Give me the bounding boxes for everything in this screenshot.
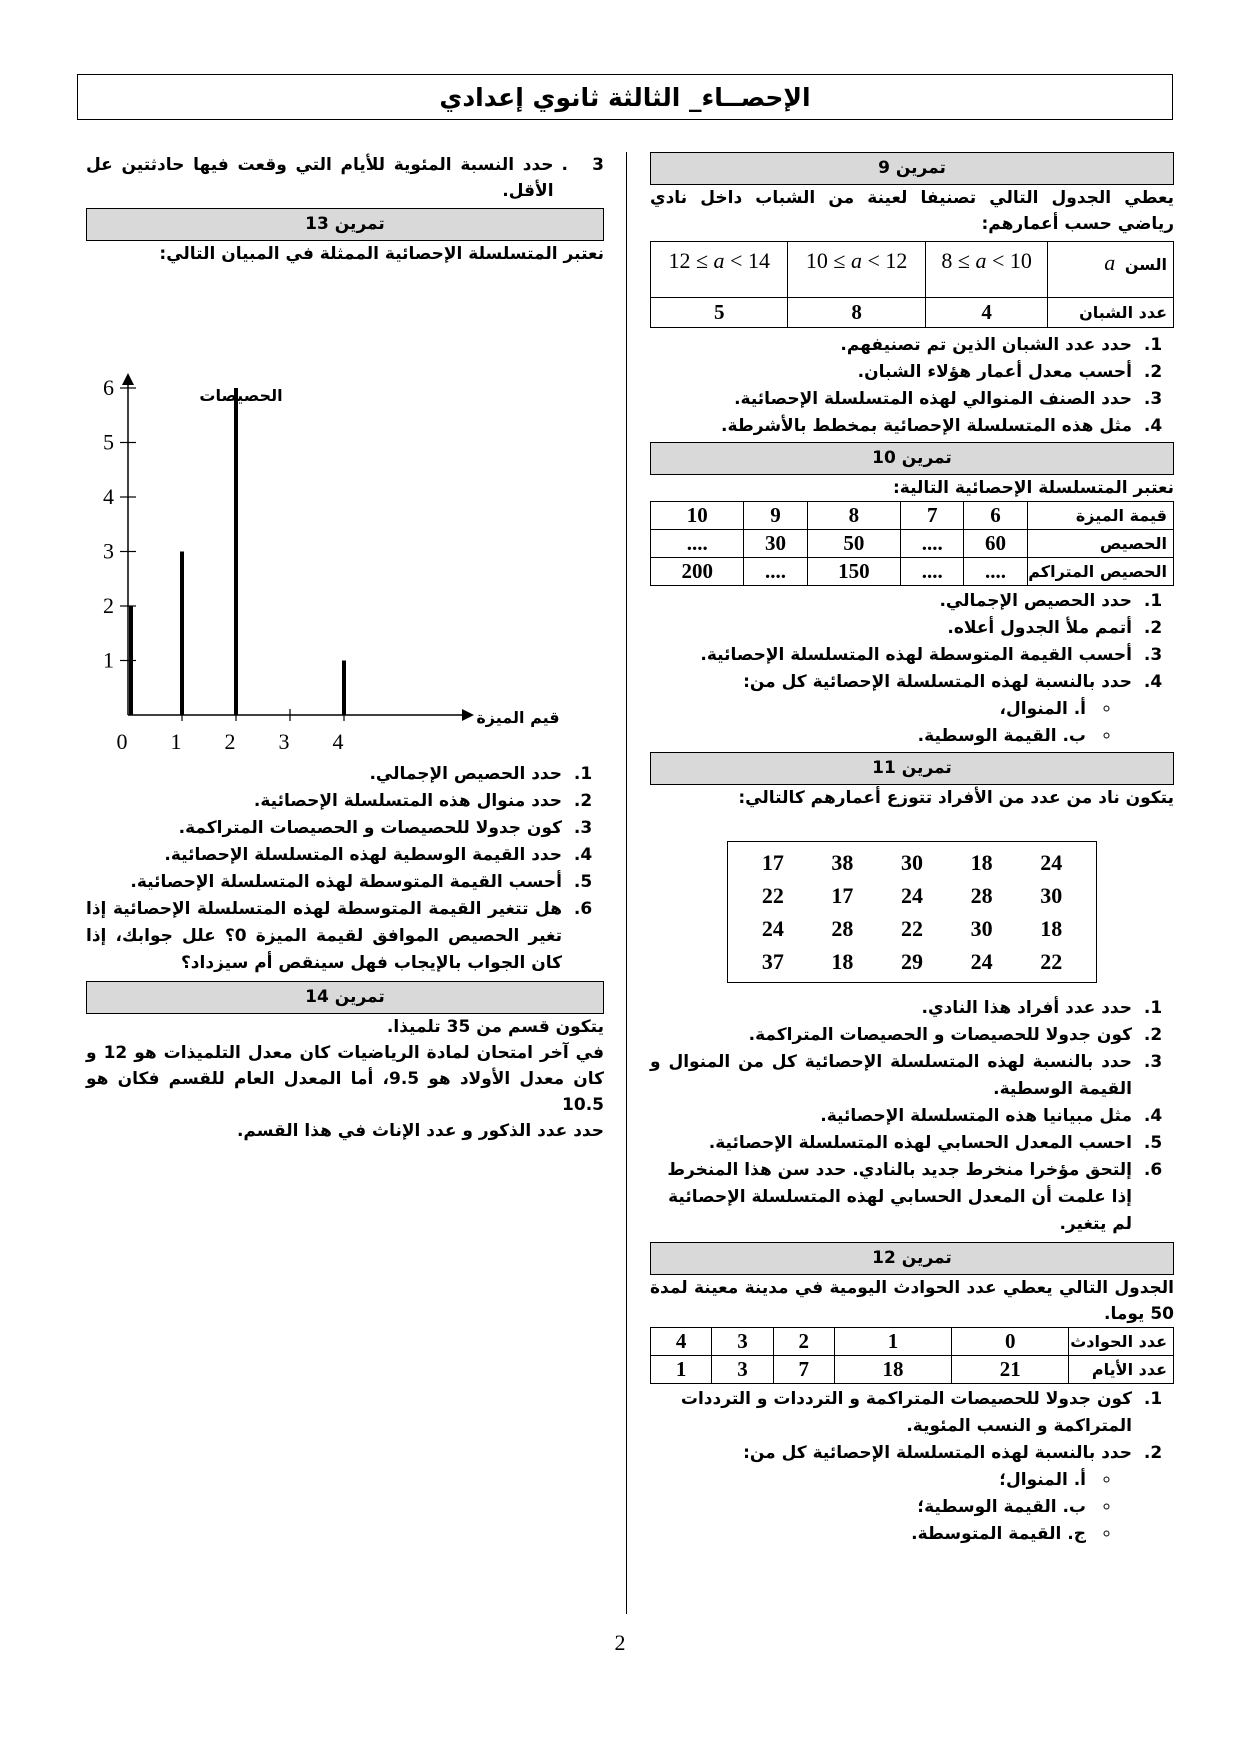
table-cell: .... <box>901 530 964 558</box>
age-value: 28 <box>970 883 993 908</box>
exercise-12-question-3: 3 . حدد النسبة المئوية للأيام التي وقعت فيها حادثتين عل الأقل. <box>86 152 604 204</box>
age-value: 37 <box>761 949 784 974</box>
x-tick-label: 4 <box>332 729 344 754</box>
age-value: 28 <box>831 916 854 941</box>
exercise-13-questions <box>86 761 604 977</box>
question: 1. حدد الحصيص الإجمالي. <box>86 761 568 788</box>
x-tick-label: 3 <box>278 729 290 754</box>
exercise-12-questions <box>650 1386 1174 1548</box>
table-cell: عدد الأيام <box>1069 1356 1174 1384</box>
exercise-14-line-2: في آخر امتحان لمادة الرياضيات كان معدل التلميذات هو 12 و كان معدل الأولاد هو 9.5، أما المعدل العام للقسم فكان هو 10.5 <box>86 1043 605 1115</box>
y-tick-label: 4 <box>103 484 114 509</box>
exercise-13-intro: نعتبر المتسلسلة الإحصائية الممثلة في المبيان التالي: <box>159 244 604 264</box>
question: 3. حدد بالنسبة لهذه المتسلسلة الإحصائية كل من المنوال و القيمة الوسطية. <box>650 1049 1138 1103</box>
table-cell: 10 <box>651 502 744 530</box>
question: 5. أحسب القيمة المتوسطة لهذه المتسلسلة الإحصائية. <box>86 869 568 896</box>
age-value: 30 <box>970 916 993 941</box>
age-value: 18 <box>831 949 854 974</box>
youth-count-2: 8 <box>788 298 925 328</box>
age-value: 24 <box>970 949 993 974</box>
column-divider <box>626 152 627 1614</box>
left-column <box>86 152 604 1144</box>
table-cell: .... <box>901 558 964 586</box>
y-tick-label: 5 <box>103 429 114 455</box>
age-label-cell <box>1048 242 1174 298</box>
question: 5. احسب المعدل الحسابي لهذه المتسلسلة الإحصائية. <box>650 1130 1138 1157</box>
x-axis-label: قيم الميزة <box>476 708 560 727</box>
exercise-12-header: تمرين 12 <box>650 1242 1174 1275</box>
exercise-9-questions <box>650 332 1174 440</box>
x-tick-label: 2 <box>224 729 236 754</box>
exercise-14-header: تمرين 14 <box>86 981 604 1014</box>
age-value: 24 <box>901 883 923 908</box>
question-number: 3 <box>592 155 604 175</box>
y-tick-label: 3 <box>103 538 114 564</box>
age-label-text: السن <box>1124 255 1167 274</box>
sub-question: ◦ أ. المنوال، <box>650 696 1092 723</box>
age-class-2: 10 ≤ a < 12 <box>788 242 925 298</box>
question: 1. حدد الحصيص الإجمالي. <box>650 588 1138 615</box>
table-cell: 7 <box>901 502 964 530</box>
exercise-13-header: تمرين 13 <box>86 208 604 241</box>
question: 2. أحسب معدل أعمار هؤلاء الشبان. <box>650 359 1138 386</box>
question: 1. حدد عدد الشبان الذين تم تصنيفهم. <box>650 332 1138 359</box>
question: 4. مثل مبيانيا هذه المتسلسلة الإحصائية. <box>650 1103 1138 1130</box>
table-cell: .... <box>651 530 744 558</box>
sub-question: ◦ أ. المنوال؛ <box>650 1467 1092 1494</box>
exercise-14-line-3: حدد عدد الذكور و عدد الإناث في هذا القسم. <box>236 1121 604 1141</box>
age-value: 17 <box>831 883 854 908</box>
table-cell: 9 <box>744 502 807 530</box>
age-class-3: 12 ≤ a < 14 <box>651 242 788 298</box>
exercise-11-questions <box>650 995 1174 1238</box>
age-value: 24 <box>761 916 784 941</box>
question: 2. أتمم ملأ الجدول أعلاه. <box>650 615 1138 642</box>
y-axis-arrow <box>122 373 134 385</box>
question: 6. إلتحق مؤخرا منخرط جديد بالنادي. حدد سن هذا المنخرط إذا علمت أن المعدل الحسابي لهذه المتسلسلة الإحصائية لم يتغير. <box>650 1157 1138 1238</box>
question: 2. حدد منوال هذه المتسلسلة الإحصائية. <box>86 788 568 815</box>
sub-question: ◦ ب. القيمة الوسطية. <box>650 723 1092 750</box>
age-value: 30 <box>901 850 923 875</box>
question: 2. كون جدولا للحصيصات و الحصيصات المتراكمة. <box>650 1022 1138 1049</box>
age-value: 22 <box>761 883 784 908</box>
youth-count-label: عدد الشبان <box>1048 298 1174 328</box>
table-cell: 200 <box>651 558 744 586</box>
age-value: 22 <box>901 916 923 941</box>
table-cell: 6 <box>964 502 1027 530</box>
y-tick-label: 6 <box>103 375 114 400</box>
exercise-14-line-1: يتكون قسم من 35 تلميذا. <box>386 1017 604 1037</box>
age-value: 22 <box>1040 949 1063 974</box>
age-value: 17 <box>761 850 784 875</box>
exercise-11-header: تمرين 11 <box>650 752 1174 785</box>
sub-question: ◦ ب. القيمة الوسطية؛ <box>650 1494 1092 1521</box>
frequency-chart <box>86 267 604 777</box>
table-cell: عدد الحوادث <box>1069 1328 1174 1356</box>
x-tick-label: 1 <box>170 729 182 754</box>
age-value: 18 <box>1040 916 1063 941</box>
x-tick-label: 0 <box>116 729 128 754</box>
y-tick-label: 1 <box>103 647 114 673</box>
question: 1. حدد عدد أفراد هذا النادي. <box>650 995 1138 1022</box>
table-cell: قيمة الميزة <box>1027 502 1173 530</box>
youth-count-1: 4 <box>925 298 1048 328</box>
x-axis-arrow <box>462 709 474 721</box>
age-variable: a <box>1104 250 1116 275</box>
table-cell: 1 <box>651 1356 712 1384</box>
y-axis-label: الحصيصات <box>199 386 283 405</box>
table-cell: الحصيص <box>1027 530 1173 558</box>
age-value: 29 <box>901 949 923 974</box>
table-cell: 50 <box>807 530 900 558</box>
question: 4. مثل هذه المتسلسلة الإحصائية بمخطط بالأشرطة. <box>650 413 1138 440</box>
table-cell: .... <box>744 558 807 586</box>
table-cell: 1 <box>834 1328 951 1356</box>
question-text: حدد النسبة المئوية للأيام التي وقعت فيها حادثتين عل الأقل. <box>86 155 554 201</box>
sub-questions <box>650 1467 1132 1548</box>
ages-box <box>727 841 1097 983</box>
question: 3. كون جدولا للحصيصات و الحصيصات المتراكمة. <box>86 815 568 842</box>
chart-svg <box>86 267 604 777</box>
youth-count-3: 5 <box>651 298 788 328</box>
table-cell: 7 <box>773 1356 834 1384</box>
exercise-12-intro: الجدول التالي يعطي عدد الحوادث اليومية في مدينة معينة لمدة 50 يوما. <box>650 1278 1174 1324</box>
page-title: الإحصــاء_ الثالثة ثانوي إعدادي <box>77 74 1173 120</box>
question: 3. أحسب القيمة المتوسطة لهذه المتسلسلة الإحصائية. <box>650 642 1138 669</box>
age-value: 18 <box>970 850 993 875</box>
table-cell: 0 <box>952 1328 1069 1356</box>
table-cell: 3 <box>712 1328 773 1356</box>
page-number: 2 <box>614 1630 626 1655</box>
exercise-9-intro: يعطي الجدول التالي تصنيفا لعينة من الشباب داخل نادي رياضي حسب أعمارهم: <box>650 188 1174 234</box>
question: 4. حدد بالنسبة لهذه المتسلسلة الإحصائية كل من: ◦ أ. المنوال، ◦ ب. القيمة الوسطية. <box>650 669 1138 750</box>
question: 3. حدد الصنف المنوالي لهذه المتسلسلة الإحصائية. <box>650 386 1138 413</box>
exercise-10-header: تمرين 10 <box>650 442 1174 475</box>
question: 2. حدد بالنسبة لهذه المتسلسلة الإحصائية كل من: ◦ أ. المنوال؛ ◦ ب. القيمة الوسطية؛ ◦ ج. القيمة المتوسطة. <box>650 1440 1138 1548</box>
exercise-11-intro: يتكون ناد من عدد من الأفراد تتوزع أعمارهم كالتالي: <box>738 788 1174 808</box>
table-cell: 150 <box>807 558 900 586</box>
table-cell: 18 <box>834 1356 951 1384</box>
exercise-9-header: تمرين 9 <box>650 152 1174 185</box>
exercise-10-table <box>650 501 1174 586</box>
question: 6. هل تتغير القيمة المتوسطة لهذه المتسلسلة الإحصائية إذا تغير الحصيص الموافق لقيمة الميزة 0؟ علل جوابك، إذا كان الجواب بالإيجاب فهل سينقص أم سيزداد؟ <box>86 896 568 977</box>
table-cell: 2 <box>773 1328 834 1356</box>
sub-questions <box>650 696 1132 750</box>
exercise-10-questions <box>650 588 1174 750</box>
age-value: 30 <box>1040 883 1063 908</box>
table-cell: .... <box>964 558 1027 586</box>
table-cell: 4 <box>651 1328 712 1356</box>
right-column <box>650 152 1174 1548</box>
age-class-1: 8 ≤ a < 10 <box>925 242 1048 298</box>
table-cell: 8 <box>807 502 900 530</box>
age-value: 38 <box>831 850 854 875</box>
y-tick-label: 2 <box>103 593 114 618</box>
table-cell: 30 <box>744 530 807 558</box>
table-cell: 3 <box>712 1356 773 1384</box>
table-cell: 21 <box>952 1356 1069 1384</box>
exercise-9-table <box>650 241 1174 328</box>
ages-grid <box>738 846 1086 978</box>
table-cell: الحصيص المتراكم <box>1027 558 1173 586</box>
table-cell: 60 <box>964 530 1027 558</box>
exercise-12-table <box>650 1327 1174 1384</box>
age-value: 24 <box>1040 850 1063 875</box>
question: 1. كون جدولا للحصيصات المتراكمة و الترددات و الترددات المتراكمة و النسب المئوية. <box>650 1386 1138 1440</box>
sub-question: ◦ ج. القيمة المتوسطة. <box>650 1521 1092 1548</box>
exercise-10-intro: نعتبر المتسلسلة الإحصائية التالية: <box>893 478 1174 498</box>
question: 4. حدد القيمة الوسطية لهذه المتسلسلة الإحصائية. <box>86 842 568 869</box>
